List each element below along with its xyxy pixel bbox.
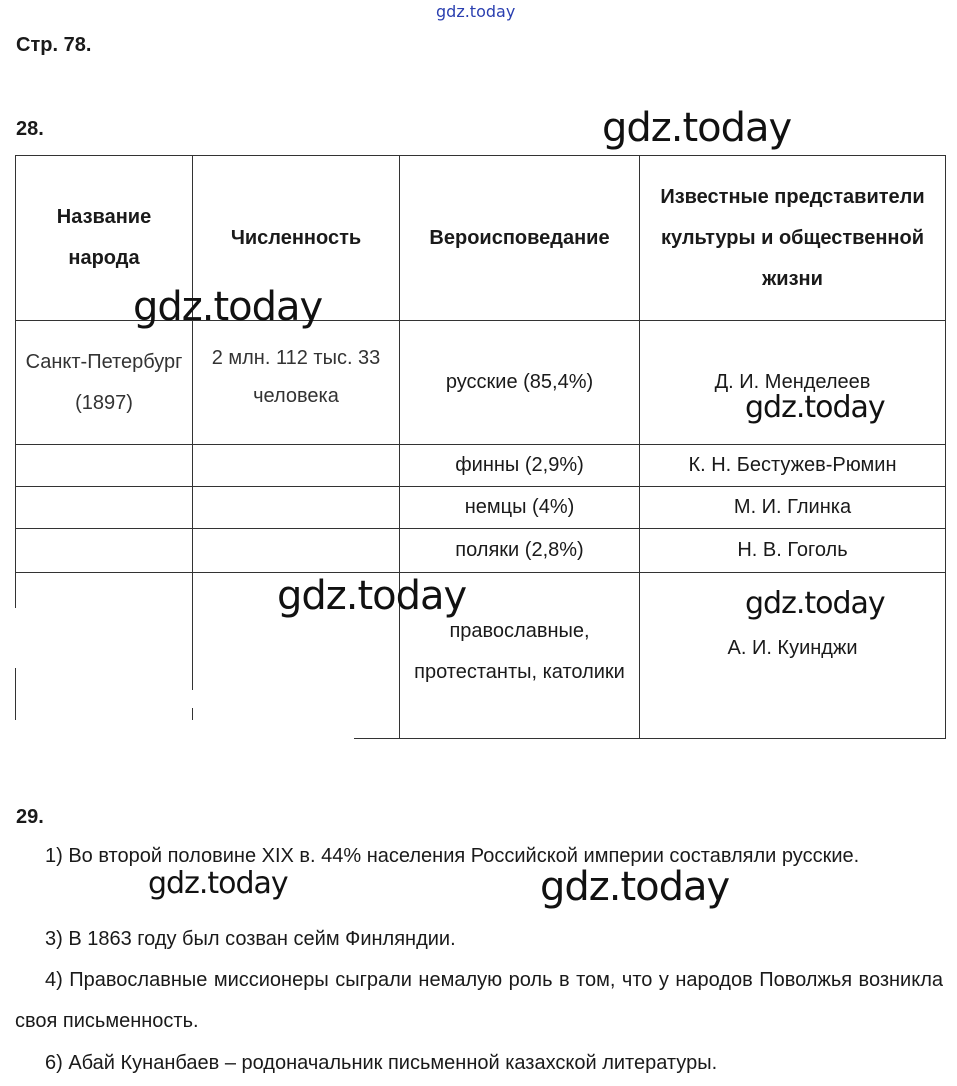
watermark: gdz.today — [148, 866, 288, 901]
scan-gap — [14, 720, 354, 740]
cell-religion: немцы (4%) — [400, 487, 640, 529]
watermark: gdz.today — [602, 105, 792, 151]
cell-person: Д. И. Менделеев — [640, 321, 946, 445]
cell-person: Н. В. Гоголь — [640, 529, 946, 573]
cell-empty — [193, 487, 400, 529]
cell-empty — [193, 445, 400, 487]
header-nation: Название народа — [16, 156, 193, 321]
cell-empty — [16, 573, 193, 739]
task-29-number: 29. — [16, 806, 44, 828]
header-count: Численность — [193, 156, 400, 321]
watermark: gdz.today — [745, 586, 885, 621]
cell-empty — [16, 529, 193, 573]
watermark: gdz.today — [745, 390, 885, 425]
scan-gap — [14, 608, 17, 668]
cell-person: К. Н. Бестужев-Рюмин — [640, 445, 946, 487]
table-row — [16, 487, 946, 529]
table-row — [16, 529, 946, 573]
cell-religion: поляки (2,8%) — [400, 529, 640, 573]
table-row — [16, 321, 946, 445]
cell-count: 2 млн. 112 тыс. 33 человека — [193, 321, 400, 445]
cell-person: А. И. Куинджи — [640, 573, 946, 739]
task-28-number: 28. — [16, 118, 44, 140]
cell-religion: русские (85,4%) — [400, 321, 640, 445]
answer-item: 4) Православные миссионеры сыграли немалую роль в том, что у народов Поволжья возникла своя письменность. — [15, 969, 943, 1032]
watermark: gdz.today — [540, 864, 730, 910]
answer-item: 3) В 1863 году был созван сейм Финляндии. — [45, 928, 456, 950]
answer-item: 6) Абай Кунанбаев – родоначальник письменной казахской литературы. — [45, 1052, 718, 1074]
cell-empty — [193, 529, 400, 573]
cell-religion: финны (2,9%) — [400, 445, 640, 487]
header-religion: Вероисповедание — [400, 156, 640, 321]
cell-religion: православные, протестанты, католики — [400, 573, 640, 739]
table-row — [16, 445, 946, 487]
cell-person: М. И. Глинка — [640, 487, 946, 529]
answer-item: 1) Во второй половине XIX в. 44% населения Российской империи составляли русские. — [45, 845, 860, 867]
cell-empty — [16, 445, 193, 487]
cell-nation: Санкт-Петербург (1897) — [16, 321, 193, 445]
nations-table — [15, 155, 946, 739]
watermark: gdz.today — [133, 284, 323, 330]
watermark-top: gdz.today — [436, 2, 516, 21]
scan-gap — [190, 690, 193, 708]
header-figures: Известные представители культуры и общественной жизни — [640, 156, 946, 321]
cell-empty — [16, 487, 193, 529]
watermark: gdz.today — [277, 573, 467, 619]
page-label: Стр. 78. — [16, 34, 92, 56]
